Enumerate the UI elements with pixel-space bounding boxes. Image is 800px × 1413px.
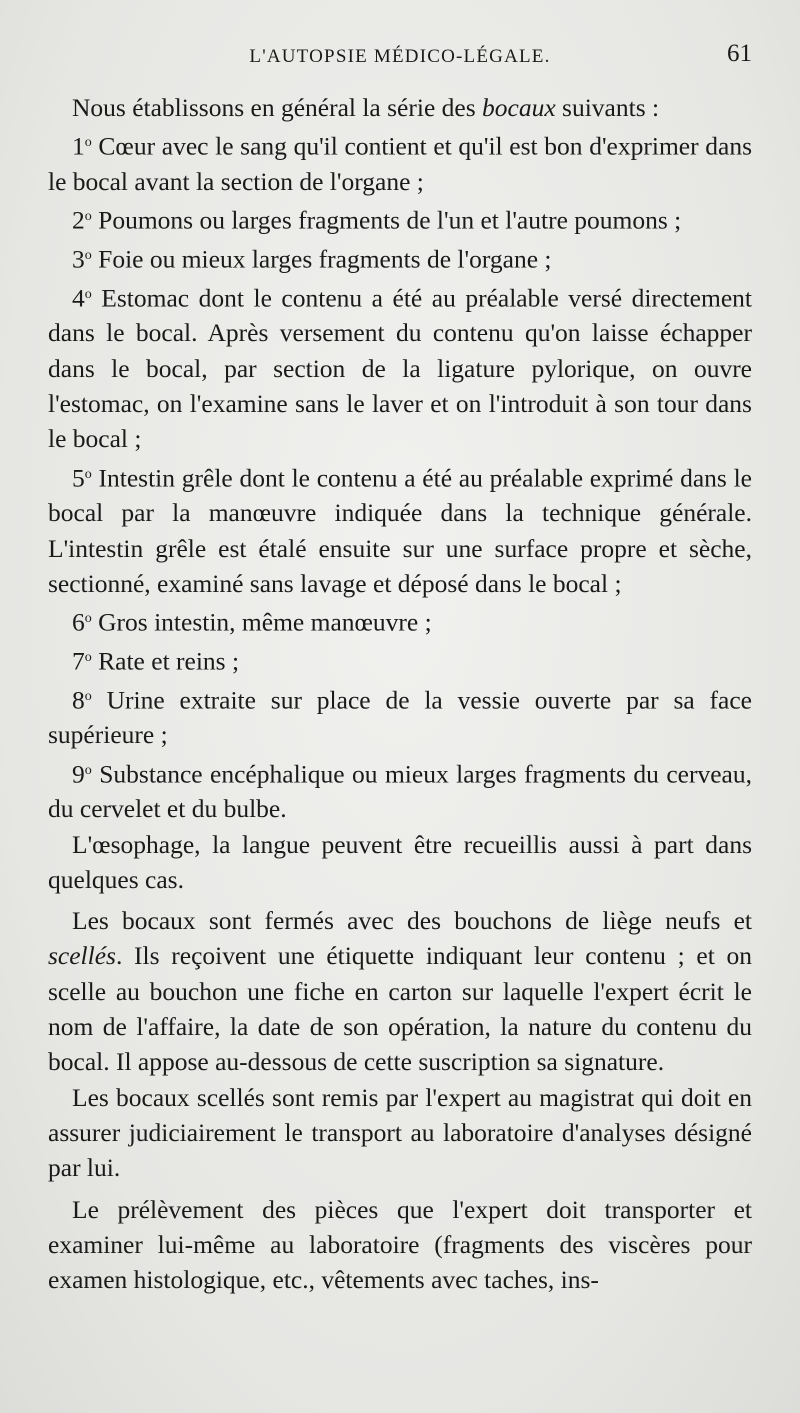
item-text: Estomac dont le contenu a été au préalable versé directement dans le bocal. Après versement du contenu qu'on laisse échapper dans le bocal, par section de la ligature pylorique, on ouvre l'estomac, on l'examine sans le laver et on l'introduit à son tour dans le bocal ;: [48, 283, 752, 454]
ordinal-mark: o: [84, 762, 92, 778]
item-number: 2: [72, 205, 85, 235]
ordinal-mark: o: [84, 649, 92, 665]
item-text: Substance encéphalique ou mieux larges fragments du cerveau, du cervelet et du bulbe.: [48, 759, 752, 824]
ordinal-mark: o: [84, 611, 92, 627]
page-number: 61: [727, 40, 752, 67]
list-item: [48, 277, 752, 457]
ordinal-mark: o: [84, 286, 92, 302]
emphasis: scellés: [48, 941, 116, 971]
item-text: Rate et reins ;: [91, 646, 240, 676]
list-item: [48, 679, 752, 753]
item-number: 4: [72, 283, 85, 313]
ordinal-mark: o: [84, 688, 92, 704]
list-item: [48, 125, 752, 199]
text-run: Les bocaux sont fermés avec des bouchons de liège neufs et: [72, 906, 752, 936]
list-item: [48, 199, 752, 238]
paragraph-remise-magistrat: Les bocaux scellés sont remis par l'expert au magistrat qui doit en assurer judiciairement le transport au laboratoire d'analyses désigné par lui.: [48, 1082, 752, 1183]
item-text: Poumons ou larges fragments de l'un et l'autre poumons ;: [91, 205, 682, 235]
text-run: suivants :: [555, 93, 660, 122]
item-number: 3: [72, 244, 85, 274]
item-number: 6: [72, 607, 85, 637]
ordinal-mark: o: [84, 209, 92, 225]
item-text: Foie ou mieux larges fragments de l'organe ;: [91, 244, 552, 274]
item-number: 8: [72, 685, 85, 714]
ordinal-mark: o: [84, 466, 92, 482]
emphasis: bocaux: [482, 93, 556, 122]
list-item: [48, 640, 752, 679]
ordinal-mark: o: [84, 135, 92, 151]
item-text: Urine extraite sur place de la vessie ouverte par sa face supérieure ;: [48, 685, 752, 750]
list-item: [48, 753, 752, 827]
list-item: [48, 601, 752, 640]
paragraph-prelevement: Le prélèvement des pièces que l'expert doit transporter et examiner lui-même au laboratoire (fragments des viscères pour examen histologique, etc., vêtements avec taches, ins-: [48, 1194, 752, 1295]
running-title: L'AUTOPSIE MÉDICO-LÉGALE.: [249, 46, 551, 67]
list-item: [48, 238, 752, 277]
item-number: 7: [72, 646, 85, 676]
item-number: 1: [72, 131, 85, 161]
paragraph-bocaux-scelles: [48, 903, 752, 1079]
item-text: Cœur avec le sang qu'il contient et qu'il est bon d'exprimer dans le bocal avant la section de l'organe ;: [48, 131, 752, 196]
item-text: Intestin grêle dont le contenu a été au préalable exprimé dans le bocal par la manœuvre indiquée dans la technique générale. L'intestin grêle est étalé ensuite sur une surface propre et sèche, sectionné, examiné sans lavage et déposé dans le bocal ;: [48, 463, 752, 598]
ordinal-mark: o: [84, 248, 92, 263]
item-number: 5: [72, 463, 85, 492]
paragraph-oesophage: L'œsophage, la langue peuvent être recueillis aussi à part dans quelques cas.: [48, 829, 752, 894]
body-text: [48, 90, 752, 1297]
text-run: . Ils reçoivent une étiquette indiquant leur contenu ; et on scelle au bouchon une fiche en carton sur laquelle l'expert écrit le nom de l'affaire, la date de son opération, la nature du contenu du bocal. Il appose au-dessous de cette suscription sa signature.: [48, 941, 752, 1077]
item-number: 9: [72, 759, 85, 788]
item-text: Gros intestin, même manœuvre ;: [91, 607, 432, 637]
text-run: Nous établissons en général la série des: [72, 93, 483, 122]
paragraph-intro: [48, 90, 752, 125]
list-item: [48, 457, 752, 602]
running-head: [48, 36, 752, 76]
